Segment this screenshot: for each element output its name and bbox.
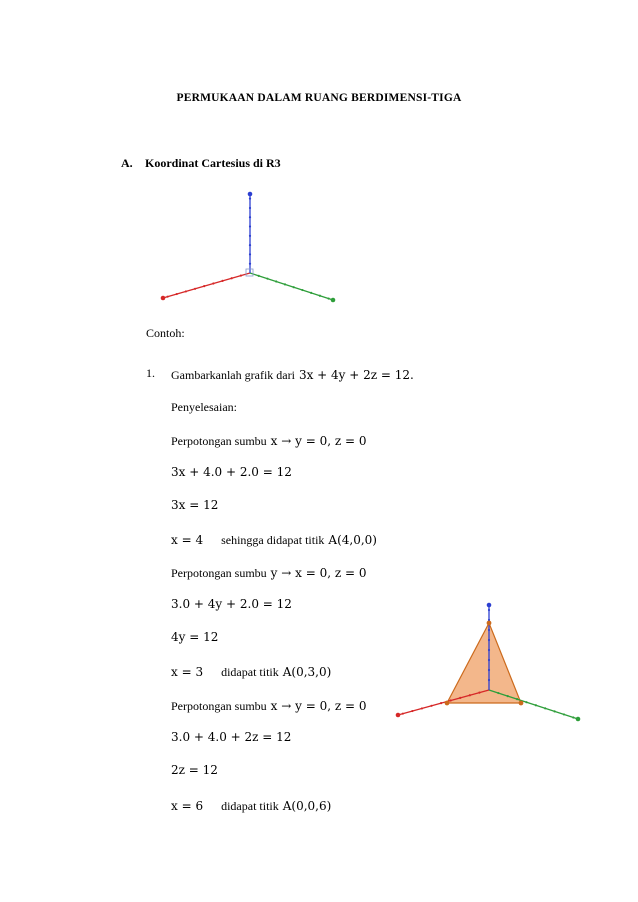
step-11: 2z = 12 <box>171 763 218 777</box>
fig2-point-z <box>487 621 492 626</box>
fig1-x-axis <box>163 273 250 298</box>
fig2-point-y <box>519 701 524 706</box>
section-heading <box>121 156 281 171</box>
step-9 <box>171 697 367 715</box>
fig1-x-axis-tick <box>221 280 223 282</box>
fig1-x-axis-tick <box>185 290 187 292</box>
fig1-x-axis-tick <box>166 296 168 298</box>
fig2-x-axis-tick <box>450 699 452 701</box>
fig2-y-axis-tick <box>544 707 546 709</box>
fig1-x-axis-tick <box>203 285 205 287</box>
fig2-y-axis-tick <box>525 701 527 703</box>
step-9-math: x → y = 0, z = 0 <box>270 699 367 713</box>
fig2-z-axis-tick <box>488 669 490 671</box>
fig2-y-axis-tick <box>535 704 537 706</box>
fig2-z-axis-end <box>487 603 492 608</box>
item-number: 1. <box>146 366 155 380</box>
fig2-y-axis-tick <box>516 698 518 700</box>
fig1-y-axis-tick <box>310 292 312 294</box>
fig1-y-axis-tick <box>293 286 295 288</box>
fig2-x-axis-tick <box>430 705 432 707</box>
fig1-z-axis-tick <box>249 198 251 200</box>
fig1-x-axis-tick <box>231 277 233 279</box>
fig1-y-axis-tick <box>301 289 303 291</box>
fig2-y-axis-tick <box>572 716 574 718</box>
item-text: Gambarkanlah grafik dari <box>171 368 295 382</box>
step-12-text: didapat titik <box>221 799 279 813</box>
step-8 <box>171 663 331 681</box>
fig2-x-axis-tick <box>478 692 480 694</box>
fig1-x-axis-tick <box>194 288 196 290</box>
step-1 <box>171 432 367 450</box>
fig2-point-x <box>445 701 450 706</box>
fig1-y-axis-tick <box>266 278 268 280</box>
step-5 <box>171 564 367 582</box>
fig1-z-axis-tick <box>249 225 251 227</box>
fig1-z-axis-tick <box>249 216 251 218</box>
fig2-y-axis-tick <box>507 695 509 697</box>
fig1-y-axis-tick <box>275 280 277 282</box>
fig2-z-axis-tick <box>488 679 490 681</box>
fig1-y-axis-tick <box>328 297 330 299</box>
step-4-text: sehingga didapat titik <box>221 533 325 547</box>
solution-label: Penyelesaian: <box>171 400 237 414</box>
fig2-y-axis-tick <box>497 692 499 694</box>
step-9-text: Perpotongan sumbu <box>171 699 267 713</box>
step-6: 3.0 + 4y + 2.0 = 12 <box>171 597 292 611</box>
fig1-y-axis-tick <box>319 295 321 297</box>
step-12 <box>171 797 331 815</box>
fig2-y-axis <box>489 690 578 719</box>
fig2-x-axis-tick <box>469 694 471 696</box>
fig1-x-axis-tick <box>212 282 214 284</box>
step-5-math: y → x = 0, z = 0 <box>270 566 367 580</box>
step-8-point: A(0,3,0) <box>282 665 332 679</box>
fig1-z-axis-end <box>248 192 253 197</box>
step-1-text: Perpotongan sumbu <box>171 434 267 448</box>
step-4-math: x = 4 <box>171 533 204 547</box>
step-12-point: A(0,0,6) <box>282 799 332 813</box>
fig1-z-axis-tick <box>249 235 251 237</box>
fig1-z-axis-tick <box>249 253 251 255</box>
fig1-z-axis-tick <box>249 263 251 265</box>
step-3: 3x = 12 <box>171 498 219 512</box>
step-7: 4y = 12 <box>171 630 219 644</box>
fig2-z-axis-tick <box>488 659 490 661</box>
item-line <box>171 366 414 384</box>
fig2-x-axis-tick <box>440 702 442 704</box>
example-label: Contoh: <box>146 326 185 340</box>
fig2-z-axis-tick <box>488 609 490 611</box>
fig2-x-axis <box>398 690 489 715</box>
fig2-x-axis-end <box>396 713 401 718</box>
fig1-x-axis-tick <box>176 293 178 295</box>
fig2-x-axis-tick <box>402 713 404 715</box>
page-title: PERMUKAAN DALAM RUANG BERDIMENSI-TIGA <box>176 92 462 104</box>
fig1-z-axis-tick <box>249 244 251 246</box>
step-8-math: x = 3 <box>171 665 204 679</box>
step-12-math: x = 6 <box>171 799 204 813</box>
step-4 <box>171 531 377 549</box>
fig2-x-axis-tick <box>421 707 423 709</box>
step-10: 3.0 + 4.0 + 2z = 12 <box>171 730 292 744</box>
fig1-y-axis-tick <box>284 283 286 285</box>
section-title: Koordinat Cartesius di R3 <box>145 156 281 170</box>
step-4-point: A(4,0,0) <box>328 533 377 547</box>
fig1-z-axis-tick <box>249 207 251 209</box>
fig2-y-axis-tick <box>563 713 565 715</box>
step-8-text: didapat titik <box>221 665 279 679</box>
fig2-z-axis-tick <box>488 649 490 651</box>
fig1-origin <box>246 269 253 276</box>
step-1-math: x → y = 0, z = 0 <box>270 434 367 448</box>
fig2-x-axis-tick <box>459 697 461 699</box>
fig2-plane <box>447 623 521 703</box>
step-2: 3x + 4.0 + 2.0 = 12 <box>171 465 292 479</box>
fig1-x-axis-tick <box>240 275 242 277</box>
fig2-z-axis-tick <box>488 629 490 631</box>
fig1-x-axis-end <box>161 296 166 301</box>
fig1-y-axis-tick <box>258 275 260 277</box>
fig1-y-axis-end <box>331 298 336 303</box>
step-5-text: Perpotongan sumbu <box>171 566 267 580</box>
section-label: A. <box>121 156 133 170</box>
fig1-y-axis <box>250 273 333 300</box>
fig2-y-axis-end <box>576 717 581 722</box>
item-equation: 3x + 4y + 2z = 12. <box>298 368 414 382</box>
fig2-x-axis-tick <box>411 710 413 712</box>
fig2-y-axis-tick <box>553 710 555 712</box>
fig2-z-axis-tick <box>488 619 490 621</box>
fig2-z-axis-tick <box>488 639 490 641</box>
